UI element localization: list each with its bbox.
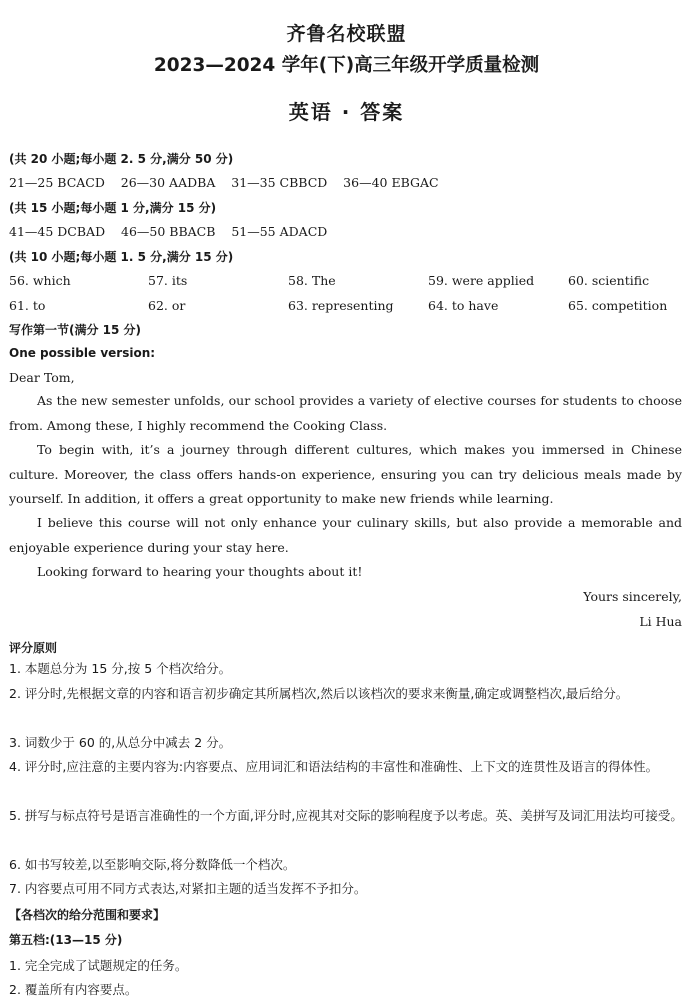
answer-item: 61. to — [9, 298, 46, 313]
section-1-answers: 21—25 BCACD 26—30 AADBA 31—35 CBBCD 36—40 EBGAC — [9, 175, 439, 190]
answer-item: 63. representing — [288, 298, 394, 313]
letter-paragraph: To begin with, it’s a journey through different cultures, which makes you immersed in Chinese culture. Moreover, the class offers hands-on experience, ensuring you can try delicious meals made by yourself. In addition, it offers a great opportunity to make new friends while learning. — [9, 442, 682, 506]
letter-greeting: Dear Tom, — [9, 370, 75, 385]
section-1-heading: (共 20 小题;每小题 2. 5 分,满分 50 分) — [9, 152, 234, 166]
letter-paragraph: I believe this course will not only enhance your culinary skills, but also provide a memorable and enjoyable experience during your stay here. — [9, 515, 682, 555]
section-2-heading: (共 15 小题;每小题 1 分,满分 15 分) — [9, 201, 217, 215]
levels-heading: 【各档次的给分范围和要求】 — [9, 908, 166, 922]
section-2-answers: 41—45 DCBAD 46—50 BBACB 51—55 ADACD — [9, 224, 328, 239]
answer-item: 57. its — [148, 273, 188, 288]
answer-item: 65. competition — [568, 298, 668, 313]
answer-item: 64. to have — [428, 298, 499, 313]
grading-rule: 1. 本题总分为 15 分,按 5 个档次给分。 — [9, 661, 232, 676]
level5-heading: 第五档:(13—15 分) — [9, 933, 123, 947]
grading-rule: 3. 词数少于 60 的,从总分中减去 2 分。 — [9, 735, 232, 750]
letter-closing: Yours sincerely, — [583, 589, 682, 604]
grading-rule: 7. 内容要点可用不同方式表达,对紧扣主题的适当发挥不予扣分。 — [9, 881, 367, 896]
letter-signature: Li Hua — [639, 614, 682, 629]
grading-heading: 评分原则 — [9, 641, 58, 655]
level5-item: 1. 完全完成了试题规定的任务。 — [9, 958, 188, 973]
grading-rule: 5. 拼写与标点符号是语言准确性的一个方面,评分时,应视其对交际的影响程度予以考虑。英、美拼写及词汇用法均可接受。 — [9, 808, 683, 823]
answer-item: 59. were applied — [428, 273, 535, 288]
subject-title: 英语 · 答案 — [288, 100, 405, 124]
section-3-heading: (共 10 小题;每小题 1. 5 分,满分 15 分) — [9, 250, 234, 264]
version-label: One possible version: — [9, 346, 156, 360]
level5-item: 2. 覆盖所有内容要点。 — [9, 982, 138, 997]
grading-rule: 6. 如书写较差,以至影响交际,将分数降低一个档次。 — [9, 857, 296, 872]
writing-heading: 写作第一节(满分 15 分) — [9, 323, 142, 337]
answer-item: 58. The — [288, 273, 336, 288]
answer-item: 56. which — [9, 273, 71, 288]
grading-rule: 4. 评分时,应注意的主要内容为:内容要点、应用词汇和语法结构的丰富性和准确性、上下文的连贯性及语言的得体性。 — [9, 759, 659, 774]
letter-paragraph: As the new semester unfolds, our school provides a variety of elective courses for students to choose from. Among these, I highly recommend the Cooking Class. — [9, 393, 682, 433]
org-title: 齐鲁名校联盟 — [286, 23, 407, 45]
letter-paragraph: Looking forward to hearing your thoughts about it! — [37, 564, 363, 579]
exam-title: 2023—2024 学年(下)高三年级开学质量检测 — [153, 55, 540, 76]
answer-item: 62. or — [148, 298, 186, 313]
answer-item: 60. scientific — [568, 273, 650, 288]
grading-rule: 2. 评分时,先根据文章的内容和语言初步确定其所属档次,然后以该档次的要求来衡量,确定或调整档次,最后给分。 — [9, 686, 629, 701]
